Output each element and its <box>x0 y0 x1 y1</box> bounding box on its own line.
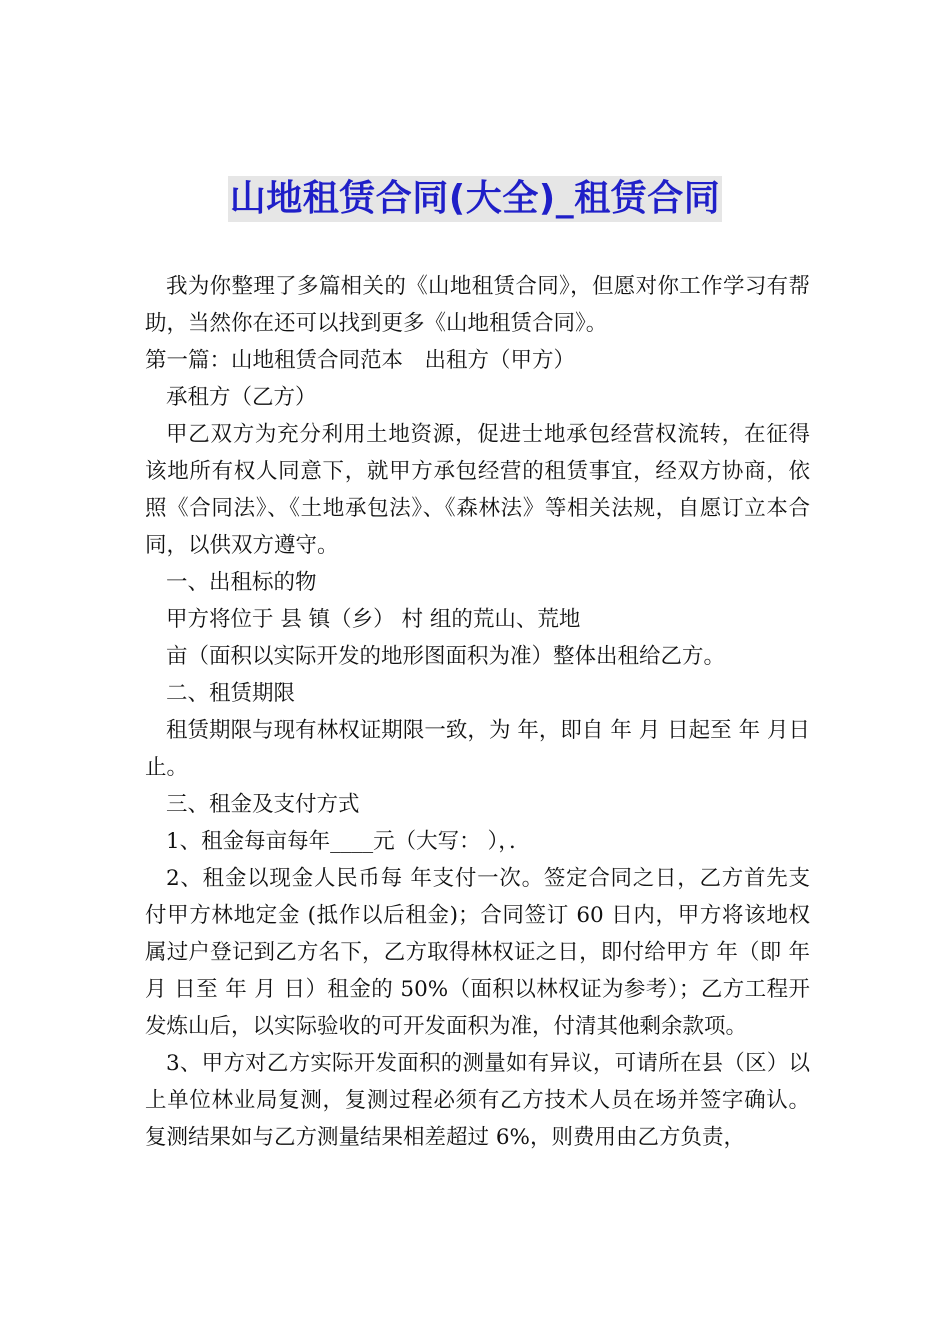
paragraph-lessee: 承租方（乙方） <box>166 385 317 410</box>
paragraph-clause-3-item-1: 1、租金每亩每年____元（大写： ），． <box>166 829 531 854</box>
document-body <box>145 268 810 1156</box>
paragraph-clause-3-item-3: 3、甲方对乙方实际开发面积的测量如有异议，可请所在县（区）以上单位林业局复测，复测过程必须有乙方技术人员在场并签字确认。复测结果如与乙方测量结果相差超过 6%，则费用由乙方负责， <box>145 1051 810 1150</box>
title-container <box>0 176 950 222</box>
paragraph-clause-1-area: 亩（面积以实际开发的地形图面积为准）整体出租给乙方。 <box>166 644 726 669</box>
paragraph-clause-3-item-2: 2、租金以现金人民币每 年支付一次。签定合同之日，乙方首先支付甲方林地定金 (抵作以后租金)；合同签订 60 日内，甲方将该地权属过户登记到乙方名下，乙方取得林权证之日，即付给甲方 年（即 年 月 日至 年 月 日）租金的 50%（面积以林权证为参考）；乙方工程开发炼山后，以实际验收的可开发面积为准，付清其他剩余款项。 <box>145 866 810 1039</box>
document-title: 山地租赁合同(大全)_租赁合同 <box>228 176 722 222</box>
paragraph-section-heading: 第一篇：山地租赁合同范本 出租方（甲方） <box>145 348 576 373</box>
paragraph-clause-1-heading: 一、出租标的物 <box>166 570 317 595</box>
paragraph-preamble: 甲乙双方为充分利用土地资源，促进士地承包经营权流转，在征得该地所有权人同意下，就甲方承包经营的租赁事宜，经双方协商，依照《合同法》、《土地承包法》、《森林法》等相关法规，自愿订立本合同，以供双方遵守。 <box>145 422 810 558</box>
paragraph-intro: 我为你整理了多篇相关的《山地租赁合同》，但愿对你工作学习有帮助，当然你在还可以找到更多《山地租赁合同》。 <box>145 274 810 336</box>
paragraph-clause-2-heading: 二、租赁期限 <box>166 681 296 706</box>
paragraph-clause-2-term: 租赁期限与现有林权证期限一致，为 年，即自 年 月 日起至 年 月日止。 <box>145 718 810 780</box>
paragraph-clause-1-location: 甲方将位于 县 镇（乡） 村 组的荒山、荒地 <box>166 607 581 632</box>
paragraph-clause-3-heading: 三、租金及支付方式 <box>166 792 360 817</box>
